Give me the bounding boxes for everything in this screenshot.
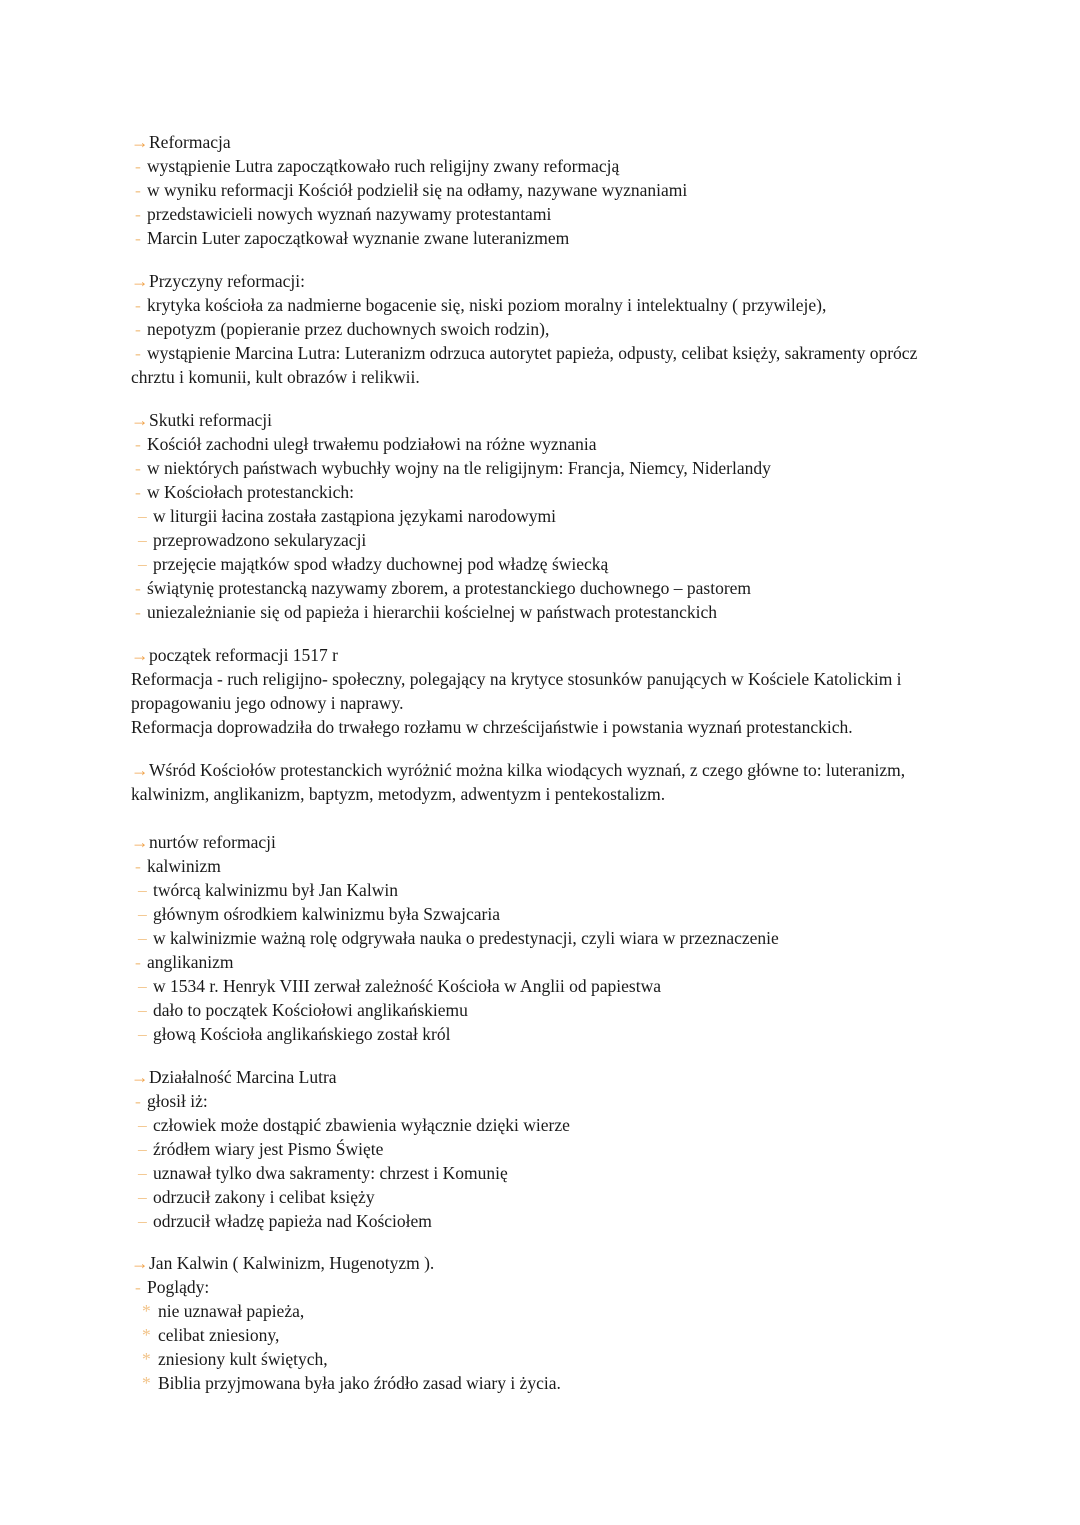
bullet-icon: - <box>135 180 141 200</box>
text-line: świątynię protestancką nazywamy zborem, a protestanckiego duchownego – pastorem <box>147 578 752 598</box>
text-line: głosił iż: <box>147 1091 208 1111</box>
section-heading: Wśród Kościołów protestanckich wyróżnić można kilka wiodących wyznań, z czego główne to: luteranizm, <box>149 760 906 780</box>
bullet-icon: - <box>135 156 141 176</box>
bullet-icon: - <box>135 204 141 224</box>
bullet-icon: - <box>135 1277 141 1297</box>
text-line: Reformacja - ruch religijno- społeczny, polegający na krytyce stosunków panujących w Kościele Katolickim i <box>131 669 902 689</box>
text-line: Kościół zachodni uległ trwałemu podziałowi na różne wyznania <box>147 434 597 454</box>
text-line: propagowaniu jego odnowy i naprawy. <box>131 693 404 713</box>
text-line: głównym ośrodkiem kalwinizmu była Szwajcaria <box>153 904 501 924</box>
text-line: uznawał tylko dwa sakramenty: chrzest i Komunię <box>153 1163 508 1183</box>
bullet-icon: - <box>135 343 141 363</box>
bullet-icon: - <box>135 295 141 315</box>
bullet-icon: – <box>138 1024 147 1044</box>
bullet-icon: – <box>138 904 147 924</box>
bullet-icon: – <box>138 1000 147 1020</box>
arrow-bullet-icon: → <box>131 645 149 665</box>
text-line: wystąpienie Lutra zapoczątkowało ruch religijny zwany reformacją <box>147 156 620 176</box>
text-line: w niektórych państwach wybuchły wojny na tle religijnym: Francja, Niemcy, Niderlandy <box>147 458 771 478</box>
arrow-bullet-icon: → <box>131 1253 149 1273</box>
bullet-icon: - <box>135 602 141 622</box>
text-line: odrzucił zakony i celibat księży <box>153 1187 375 1207</box>
bullet-icon: - <box>135 482 141 502</box>
arrow-bullet-icon: → <box>131 832 149 852</box>
arrow-bullet-icon: → <box>131 132 149 152</box>
bullet-icon: - <box>135 319 141 339</box>
arrow-bullet-icon: → <box>131 271 149 291</box>
bullet-icon: – <box>138 1163 147 1183</box>
bullet-icon: * <box>142 1349 151 1369</box>
text-line: nepotyzm (popieranie przez duchownych swoich rodzin), <box>147 319 550 339</box>
arrow-bullet-icon: → <box>131 1067 149 1087</box>
bullet-icon: – <box>138 1187 147 1207</box>
text-line: w wyniku reformacji Kościół podzielił się na odłamy, nazywane wyznaniami <box>147 180 688 200</box>
text-line: w kalwinizmie ważną rolę odgrywała nauka o predestynacji, czyli wiara w przeznaczenie <box>153 928 779 948</box>
text-line: w 1534 r. Henryk VIII zerwał zależność Kościoła w Anglii od papiestwa <box>153 976 662 996</box>
section-heading: początek reformacji 1517 r <box>149 645 339 665</box>
text-line: Biblia przyjmowana była jako źródło zasad wiary i życia. <box>158 1373 561 1393</box>
text-line: wystąpienie Marcina Lutra: Luteranizm odrzuca autorytet papieża, odpusty, celibat księży, sakramenty oprócz <box>147 343 918 363</box>
text-line: przeprowadzono sekularyzacji <box>153 530 367 550</box>
text-line: przejęcie majątków spod władzy duchownej pod władzę świecką <box>153 554 609 574</box>
bullet-icon: * <box>142 1301 151 1321</box>
bullet-icon: - <box>135 1091 141 1111</box>
text-line: anglikanizm <box>147 952 234 972</box>
section-heading: Reformacja <box>149 132 231 152</box>
bullet-icon: – <box>138 928 147 948</box>
bullet-icon: - <box>135 952 141 972</box>
bullet-icon: – <box>138 880 147 900</box>
text-line: celibat zniesiony, <box>158 1325 280 1345</box>
text-line: krytyka kościoła za nadmierne bogacenie się, niski poziom moralny i intelektualny ( przywileje), <box>147 295 827 315</box>
text-line: człowiek może dostąpić zbawienia wyłącznie dzięki wierze <box>153 1115 570 1135</box>
section-heading: nurtów reformacji <box>149 832 276 852</box>
text-line: w liturgii łacina została zastąpiona językami narodowymi <box>153 506 557 526</box>
text-line: nie uznawał papieża, <box>158 1301 305 1321</box>
bullet-icon: - <box>135 228 141 248</box>
bullet-icon: - <box>135 578 141 598</box>
text-line: kalwinizm, anglikanizm, baptyzm, metodyzm, adwentyzm i pentekostalizm. <box>131 784 666 804</box>
bullet-icon: – <box>138 554 147 574</box>
text-line: przedstawicieli nowych wyznań nazywamy protestantami <box>147 204 552 224</box>
bullet-icon: – <box>138 1211 147 1231</box>
bullet-icon: - <box>135 856 141 876</box>
bullet-icon: – <box>138 1115 147 1135</box>
section-heading: Działalność Marcina Lutra <box>149 1067 337 1087</box>
bullet-icon: – <box>138 506 147 526</box>
text-line: głową Kościoła anglikańskiego został król <box>153 1024 451 1044</box>
text-line: Reformacja doprowadziła do trwałego rozłamu w chrześcijaństwie i powstania wyznań protestanckich. <box>131 717 853 737</box>
bullet-icon: – <box>138 1139 147 1159</box>
arrow-bullet-icon: → <box>131 410 149 430</box>
section-heading: Przyczyny reformacji: <box>149 271 305 291</box>
section-heading: Skutki reformacji <box>149 410 272 430</box>
section-heading: Jan Kalwin ( Kalwinizm, Hugenotyzm ). <box>149 1253 435 1273</box>
arrow-bullet-icon: → <box>131 760 149 780</box>
bullet-icon: - <box>135 434 141 454</box>
text-line: kalwinizm <box>147 856 221 876</box>
bullet-icon: * <box>142 1373 151 1393</box>
text-line: Poglądy: <box>147 1277 210 1297</box>
text-line: zniesiony kult świętych, <box>158 1349 328 1369</box>
text-line: chrztu i komunii, kult obrazów i relikwii. <box>131 367 420 387</box>
text-line: w Kościołach protestanckich: <box>147 482 355 502</box>
text-line: źródłem wiary jest Pismo Święte <box>153 1139 384 1159</box>
bullet-icon: – <box>138 530 147 550</box>
bullet-icon: - <box>135 458 141 478</box>
text-line: uniezależnianie się od papieża i hierarchii kościelnej w państwach protestanckich <box>147 602 717 622</box>
text-line: twórcą kalwinizmu był Jan Kalwin <box>153 880 398 900</box>
text-line: dało to początek Kościołowi anglikańskiemu <box>153 1000 468 1020</box>
text-line: Marcin Luter zapoczątkował wyznanie zwane luteranizmem <box>147 228 570 248</box>
bullet-icon: – <box>138 976 147 996</box>
bullet-icon: * <box>142 1325 151 1345</box>
text-line: odrzucił władzę papieża nad Kościołem <box>153 1211 432 1231</box>
